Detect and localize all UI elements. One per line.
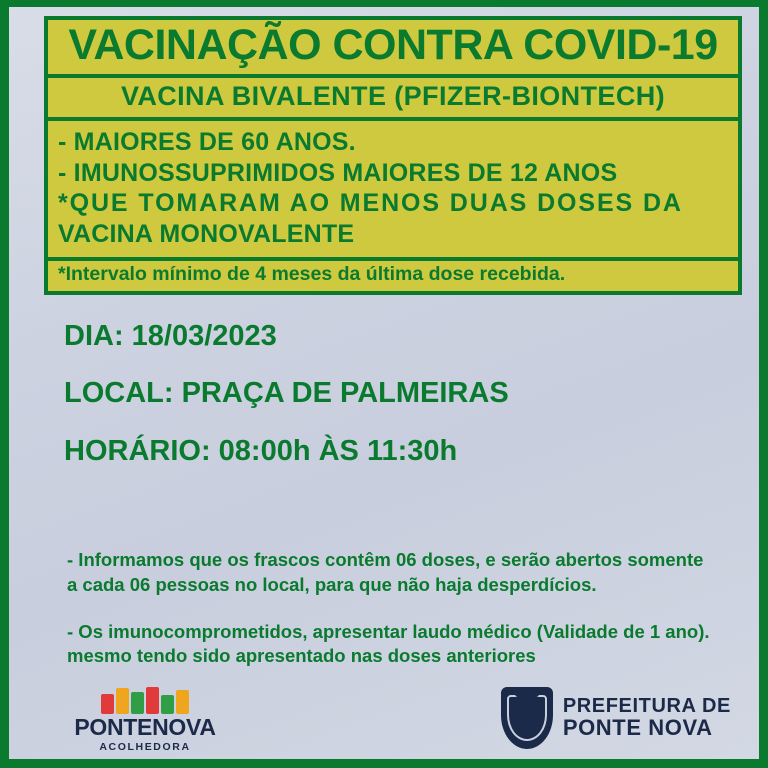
interval-note-band bbox=[44, 261, 742, 294]
logo-left-name bbox=[45, 716, 245, 739]
footnote-medical-report: - Os imunocomprometidos, apresentar laudo médico (Validade de 1 ano). mesmo tendo sido apresentado nas doses anteriores bbox=[67, 620, 710, 667]
city-hall-text bbox=[563, 696, 731, 740]
criteria-line: *QUE TOMARAM AO MENOS DUAS DOSES DA bbox=[58, 189, 683, 218]
header-block bbox=[44, 16, 742, 295]
city-coat-of-arms-icon bbox=[501, 687, 553, 749]
event-date: DIA: 18/03/2023 bbox=[64, 320, 277, 352]
page-title: VACINAÇÃO CONTRA COVID-19 bbox=[68, 21, 718, 69]
city-hall-line2: PONTE NOVA bbox=[562, 714, 713, 740]
event-info bbox=[64, 320, 724, 492]
logo-left-name-part2: NOVA bbox=[152, 714, 216, 740]
subtitle-band bbox=[44, 78, 742, 121]
logo-prefeitura-ponte-nova bbox=[501, 687, 731, 749]
footnote-doses: - Informamos que os frascos contêm 06 doses, e serão abertos somente a cada 06 pessoas no local, para que não haja desperdícios. bbox=[67, 549, 704, 595]
page-subtitle: VACINA BIVALENTE (PFIZER-BIONTECH) bbox=[120, 80, 666, 111]
colored-blocks-icon bbox=[45, 686, 245, 714]
event-time: HORÁRIO: 08:00h ÀS 11:30h bbox=[64, 434, 458, 467]
logo-left-name-part1: PONTE bbox=[74, 714, 153, 740]
logo-ponte-nova-acolhedora bbox=[45, 686, 245, 753]
interval-note: *Intervalo mínimo de 4 meses da última dose recebida. bbox=[58, 263, 566, 286]
logo-left-tagline: ACOLHEDORA bbox=[99, 741, 191, 753]
criteria-line: VACINA MONOVALENTE bbox=[58, 219, 355, 248]
footnotes bbox=[67, 548, 717, 691]
city-hall-line1: PREFEITURA DE bbox=[562, 695, 731, 718]
footer-logos bbox=[9, 673, 768, 759]
event-location: LOCAL: PRAÇA DE PALMEIRAS bbox=[64, 377, 509, 410]
criteria-line: - MAIORES DE 60 ANOS. bbox=[58, 128, 356, 157]
criteria-line: - IMUNOSSUPRIMIDOS MAIORES DE 12 ANOS bbox=[58, 158, 618, 187]
criteria-band bbox=[44, 121, 742, 261]
title-band bbox=[44, 16, 742, 78]
